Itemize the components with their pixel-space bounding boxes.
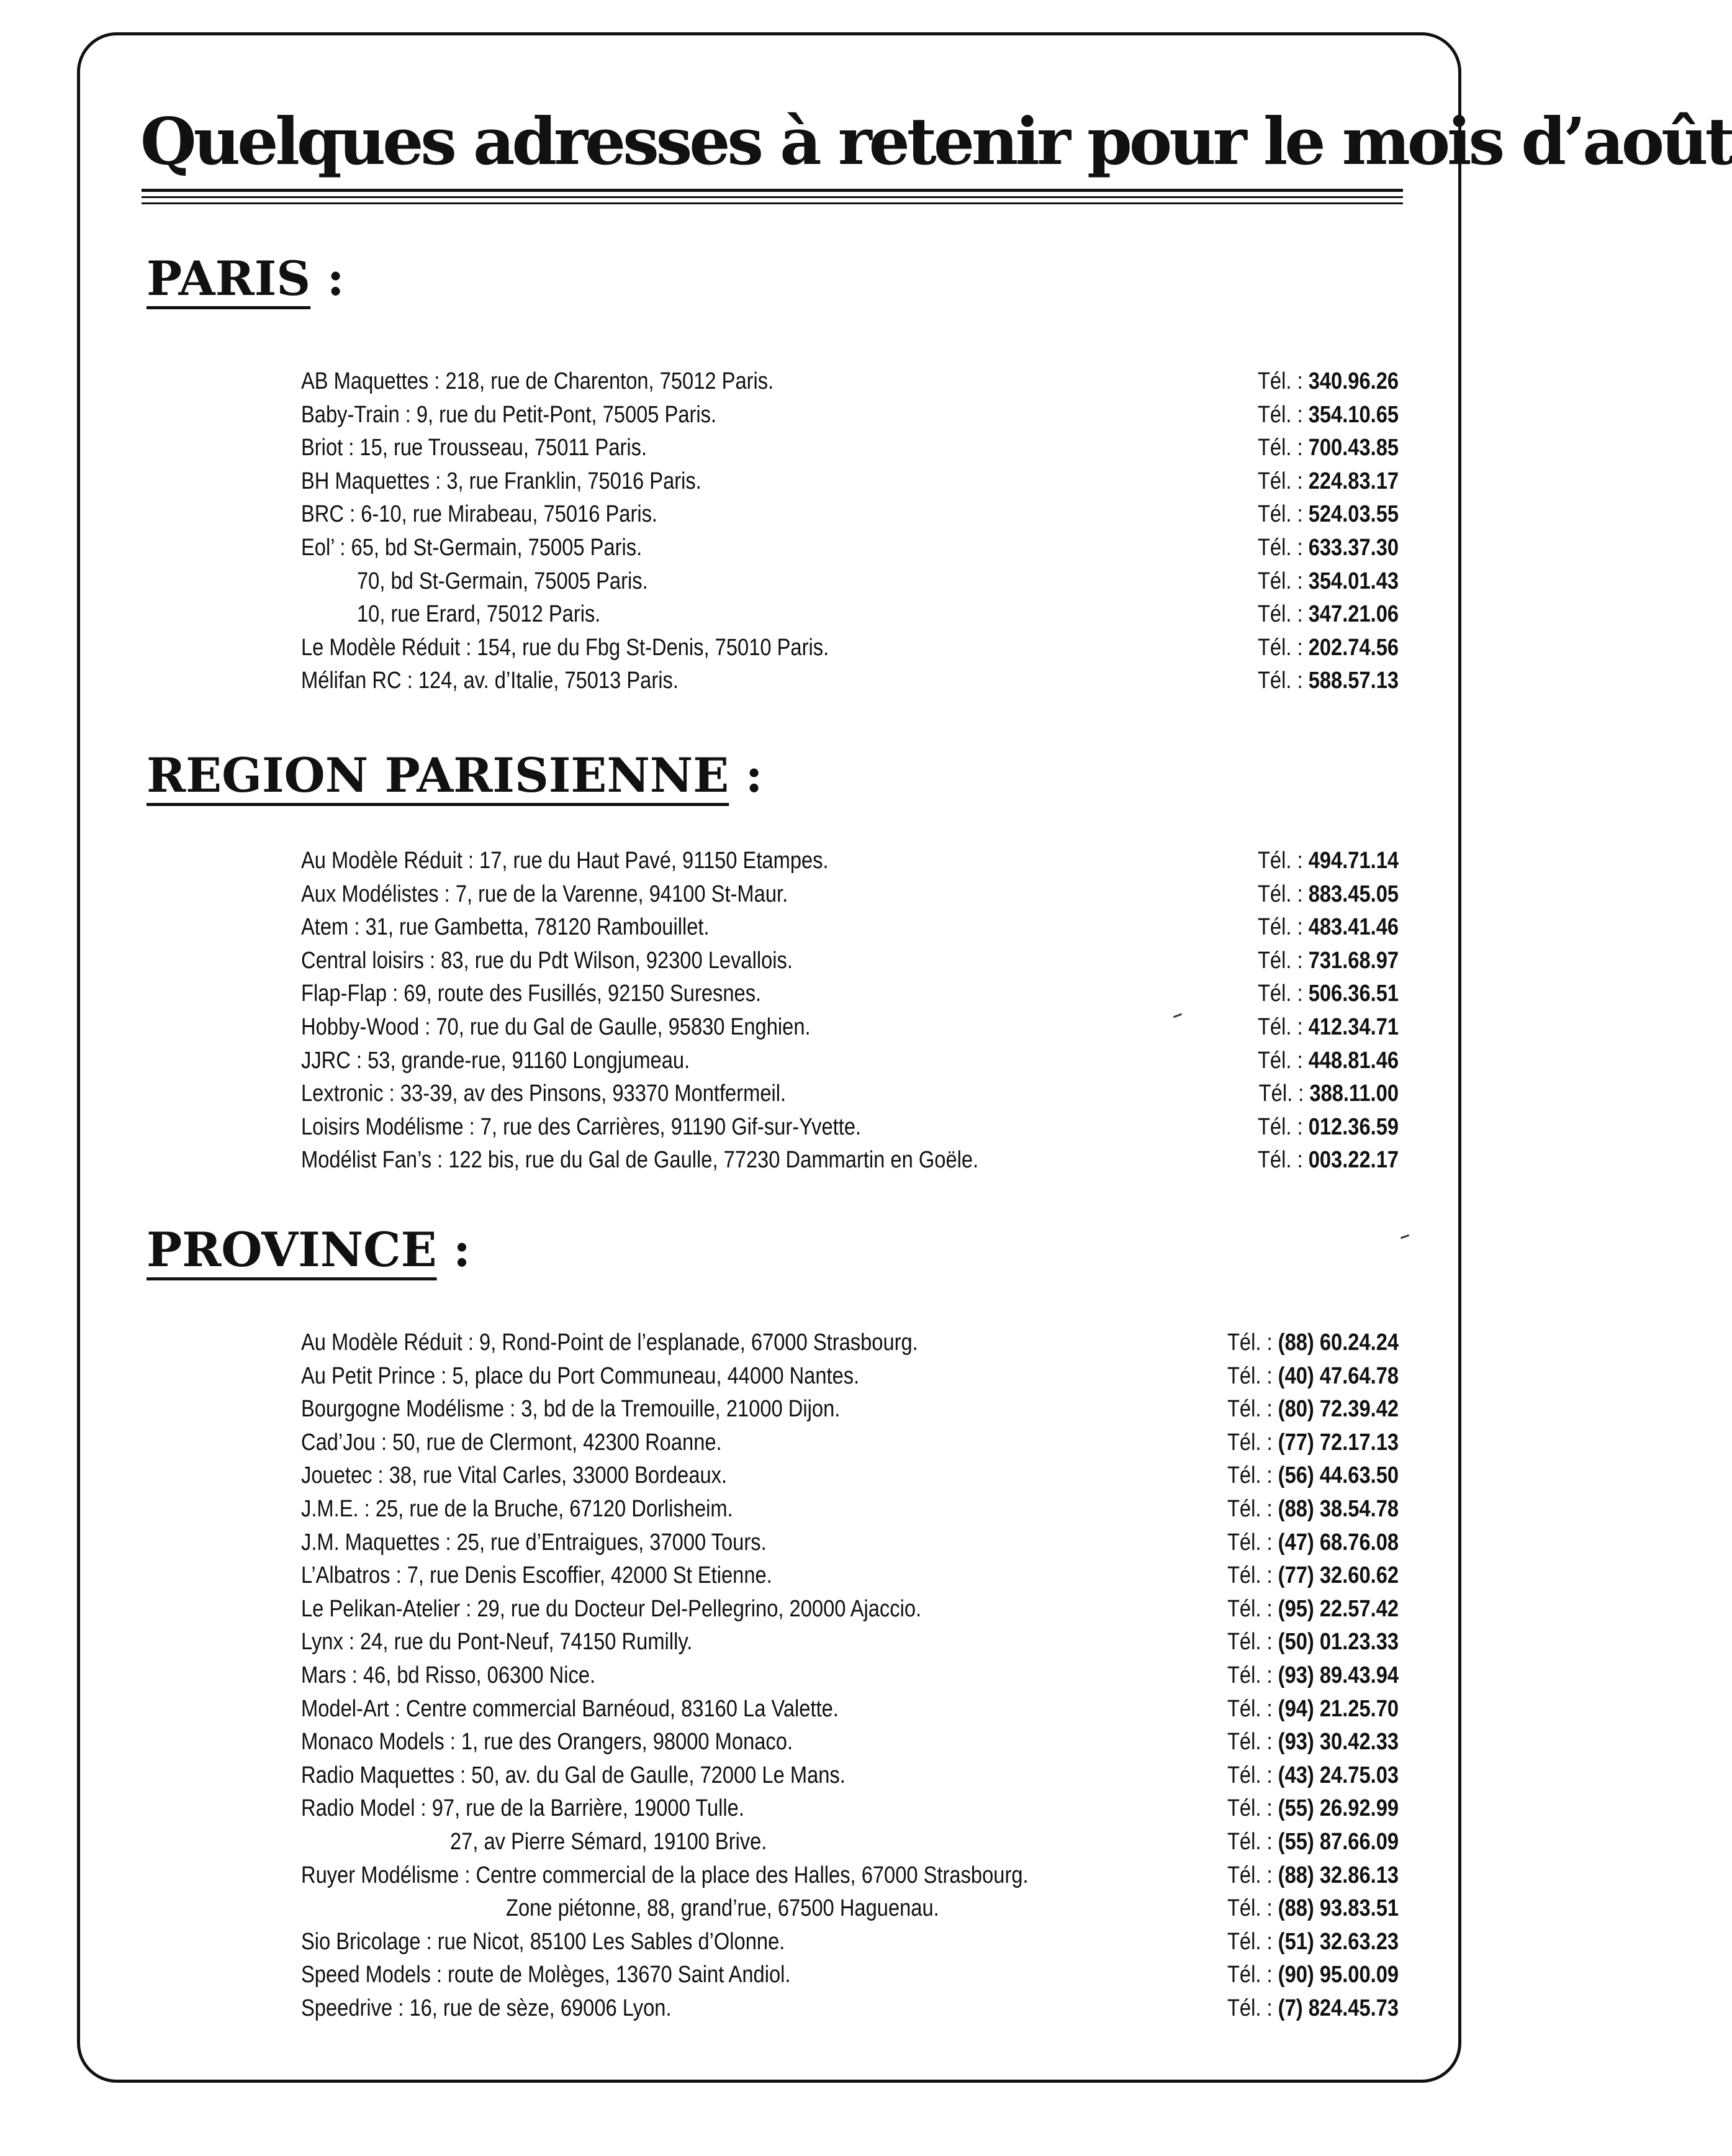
address-entry bbox=[301, 632, 1399, 665]
tel-number: 412.34.71 bbox=[1308, 1013, 1399, 1040]
tel-number: (88) 93.83.51 bbox=[1278, 1895, 1399, 1922]
entry-telephone bbox=[1258, 664, 1399, 698]
tel-label: Tél. : bbox=[1257, 435, 1303, 461]
entry-address: Baby-Train : 9, rue du Petit-Pont, 75005 Paris. bbox=[301, 401, 717, 428]
address-entry bbox=[301, 1326, 1399, 1360]
tel-number: (47) 68.76.08 bbox=[1278, 1529, 1399, 1556]
tel-label: Tél. : bbox=[1257, 601, 1303, 628]
address-entry bbox=[301, 1077, 1399, 1111]
title-rule bbox=[142, 189, 1403, 192]
address-entry bbox=[301, 1926, 1399, 1959]
entry-telephone bbox=[1227, 1593, 1399, 1626]
entry-telephone bbox=[1227, 1826, 1399, 1859]
entry-telephone bbox=[1227, 1493, 1399, 1526]
entry-address: 10, rue Erard, 75012 Paris. bbox=[357, 601, 601, 628]
tel-number: (80) 72.39.42 bbox=[1278, 1396, 1399, 1423]
entry-address: Le Pelikan-Atelier : 29, rue du Docteur Del-Pellegrino, 20000 Ajaccio. bbox=[301, 1595, 922, 1622]
tel-number: 883.45.05 bbox=[1308, 881, 1399, 907]
entry-telephone bbox=[1258, 632, 1399, 665]
tel-label: Tél. : bbox=[1257, 981, 1303, 1007]
address-entry bbox=[301, 498, 1399, 532]
entry-address: Au Modèle Réduit : 9, Rond-Point de l’esplanade, 67000 Strasbourg. bbox=[301, 1329, 918, 1356]
tel-label: Tél. : bbox=[1227, 1396, 1273, 1423]
tel-number: 340.96.26 bbox=[1308, 368, 1399, 394]
tel-label: Tél. : bbox=[1227, 1762, 1273, 1788]
entry-telephone bbox=[1227, 1459, 1399, 1493]
entry-address: Modélist Fan’s : 122 bis, rue du Gal de Gaulle, 77230 Dammartin en Goële. bbox=[301, 1147, 979, 1174]
tel-label: Tél. : bbox=[1257, 368, 1303, 394]
entry-telephone bbox=[1258, 1144, 1399, 1177]
entry-telephone bbox=[1258, 565, 1399, 599]
tel-label: Tél. : bbox=[1257, 914, 1303, 941]
page-title: Quelques adresses à retenir pour le mois d’août bbox=[140, 103, 1732, 179]
section-heading-text: PARIS bbox=[147, 251, 311, 306]
entry-address: Central loisirs : 83, rue du Pdt Wilson, 92300 Levallois. bbox=[301, 947, 793, 974]
section-heading-colon: : bbox=[327, 251, 345, 306]
entry-telephone bbox=[1259, 1077, 1399, 1111]
tel-number: 202.74.56 bbox=[1308, 634, 1399, 661]
entry-telephone bbox=[1227, 1360, 1399, 1393]
tel-label: Tél. : bbox=[1257, 848, 1303, 874]
address-entry bbox=[301, 1493, 1399, 1526]
entry-address: Atem : 31, rue Gambetta, 78120 Rambouillet. bbox=[301, 914, 710, 941]
tel-number: 388.11.00 bbox=[1309, 1080, 1399, 1107]
tel-number: 506.36.51 bbox=[1308, 981, 1399, 1007]
section-heading-province bbox=[147, 1222, 471, 1278]
tel-label: Tél. : bbox=[1227, 1562, 1273, 1589]
entry-address: Mars : 46, bd Risso, 06300 Nice. bbox=[301, 1662, 596, 1688]
tel-label: Tél. : bbox=[1257, 668, 1303, 694]
entry-address: 70, bd St-Germain, 75005 Paris. bbox=[357, 568, 648, 594]
tel-label: Tél. : bbox=[1257, 568, 1303, 594]
tel-number: (93) 30.42.33 bbox=[1278, 1729, 1399, 1755]
address-entry bbox=[301, 565, 1399, 599]
address-entry bbox=[301, 911, 1399, 944]
tel-number: (55) 26.92.99 bbox=[1278, 1795, 1399, 1822]
address-entry bbox=[301, 1726, 1399, 1759]
tel-number: (88) 60.24.24 bbox=[1278, 1329, 1399, 1356]
entry-telephone bbox=[1258, 878, 1399, 912]
entry-telephone bbox=[1227, 1892, 1399, 1926]
section-heading-region-parisienne bbox=[147, 748, 763, 804]
entry-telephone bbox=[1227, 1959, 1399, 1992]
tel-number: (51) 32.63.23 bbox=[1278, 1928, 1399, 1955]
entry-telephone bbox=[1258, 944, 1399, 978]
tel-number: (93) 89.43.94 bbox=[1278, 1662, 1399, 1688]
title-rule bbox=[142, 202, 1403, 204]
entry-address: Flap-Flap : 69, route des Fusillés, 92150 Suresnes. bbox=[301, 981, 762, 1007]
tel-label: Tél. : bbox=[1227, 1629, 1273, 1656]
entry-address: AB Maquettes : 218, rue de Charenton, 75012 Paris. bbox=[301, 368, 774, 394]
entry-address: Au Modèle Réduit : 17, rue du Haut Pavé, 91150 Etampes. bbox=[301, 848, 829, 874]
address-entry bbox=[301, 1559, 1399, 1593]
tel-number: 224.83.17 bbox=[1308, 468, 1399, 494]
title-rule bbox=[142, 196, 1403, 198]
tel-label: Tél. : bbox=[1227, 1662, 1273, 1688]
entry-telephone bbox=[1227, 1726, 1399, 1759]
entry-telephone bbox=[1258, 365, 1399, 399]
tel-number: (77) 72.17.13 bbox=[1278, 1429, 1399, 1456]
entry-telephone bbox=[1227, 1759, 1399, 1793]
address-list-province bbox=[301, 1326, 1399, 2025]
entry-address: J.M. Maquettes : 25, rue d’Entraigues, 37000 Tours. bbox=[301, 1529, 767, 1556]
address-entry bbox=[301, 1011, 1399, 1044]
entry-address: Ruyer Modélisme : Centre commercial de la place des Halles, 67000 Strasbourg. bbox=[301, 1862, 1029, 1888]
address-entry bbox=[301, 1044, 1399, 1078]
address-entry bbox=[301, 878, 1399, 912]
address-entry bbox=[301, 1826, 1399, 1859]
entry-telephone bbox=[1258, 1011, 1399, 1044]
tel-label: Tél. : bbox=[1257, 534, 1303, 561]
address-entry bbox=[301, 532, 1399, 565]
address-entry bbox=[301, 1459, 1399, 1493]
entry-telephone bbox=[1258, 399, 1399, 432]
entry-address: L’Albatros : 7, rue Denis Escoffier, 42000 St Etienne. bbox=[301, 1562, 772, 1589]
entry-address: Model-Art : Centre commercial Barnéoud, 83160 La Valette. bbox=[301, 1695, 839, 1722]
entry-address: Jouetec : 38, rue Vital Carles, 33000 Bordeaux. bbox=[301, 1462, 728, 1489]
entry-telephone bbox=[1227, 1393, 1399, 1426]
tel-label: Tél. : bbox=[1227, 1595, 1273, 1622]
entry-telephone bbox=[1258, 532, 1399, 565]
address-entry bbox=[301, 1992, 1399, 2026]
tel-label: Tél. : bbox=[1257, 634, 1303, 661]
tel-label: Tél. : bbox=[1227, 1928, 1273, 1955]
entry-address: J.M.E. : 25, rue de la Bruche, 67120 Dorlisheim. bbox=[301, 1495, 733, 1522]
entry-telephone bbox=[1258, 465, 1399, 499]
entry-address: Radio Model : 97, rue de la Barrière, 19000 Tulle. bbox=[301, 1795, 744, 1822]
address-entry bbox=[301, 1360, 1399, 1393]
tel-label: Tél. : bbox=[1227, 1995, 1273, 2021]
tel-number: (40) 47.64.78 bbox=[1278, 1362, 1399, 1389]
entry-telephone bbox=[1227, 1992, 1399, 2026]
tel-label: Tél. : bbox=[1257, 401, 1303, 428]
tel-label: Tél. : bbox=[1257, 1113, 1303, 1140]
tel-label: Tél. : bbox=[1227, 1862, 1273, 1888]
tel-label: Tél. : bbox=[1227, 1529, 1273, 1556]
entry-telephone bbox=[1227, 1792, 1399, 1826]
address-entry bbox=[301, 1959, 1399, 1992]
tel-label: Tél. : bbox=[1227, 1329, 1273, 1356]
address-entry bbox=[301, 1111, 1399, 1144]
tel-number: 700.43.85 bbox=[1308, 435, 1399, 461]
address-entry bbox=[301, 944, 1399, 978]
entry-telephone bbox=[1258, 1044, 1399, 1078]
tel-label: Tél. : bbox=[1227, 1729, 1273, 1755]
entry-address: Bourgogne Modélisme : 3, bd de la Tremouille, 21000 Dijon. bbox=[301, 1396, 841, 1423]
address-entry bbox=[301, 1426, 1399, 1460]
entry-address: Briot : 15, rue Trousseau, 75011 Paris. bbox=[301, 435, 647, 461]
section-heading-paris bbox=[147, 251, 345, 307]
address-list-paris bbox=[301, 365, 1399, 698]
tel-number: (43) 24.75.03 bbox=[1278, 1762, 1399, 1788]
tel-number: (88) 38.54.78 bbox=[1278, 1495, 1399, 1522]
entry-address: Sio Bricolage : rue Nicot, 85100 Les Sables d’Olonne. bbox=[301, 1928, 785, 1955]
entry-address: Hobby-Wood : 70, rue du Gal de Gaulle, 95830 Enghien. bbox=[301, 1013, 811, 1040]
entry-telephone bbox=[1227, 1693, 1399, 1726]
entry-address: Cad’Jou : 50, rue de Clermont, 42300 Roanne. bbox=[301, 1429, 722, 1456]
tel-label: Tél. : bbox=[1227, 1828, 1273, 1855]
tel-label: Tél. : bbox=[1227, 1495, 1273, 1522]
entry-telephone bbox=[1227, 1659, 1399, 1693]
tel-label: Tél. : bbox=[1227, 1362, 1273, 1389]
address-entry bbox=[301, 399, 1399, 432]
entry-telephone bbox=[1258, 911, 1399, 944]
entry-address: Speed Models : route de Molèges, 13670 Saint Andiol. bbox=[301, 1962, 791, 1988]
tel-number: 483.41.46 bbox=[1308, 914, 1399, 941]
tel-number: (56) 44.63.50 bbox=[1278, 1462, 1399, 1489]
address-entry bbox=[301, 845, 1399, 878]
address-entry bbox=[301, 1526, 1399, 1560]
entry-address: Lextronic : 33-39, av des Pinsons, 93370 Montfermeil. bbox=[301, 1080, 787, 1107]
entry-address: Mélifan RC : 124, av. d’Italie, 75013 Paris. bbox=[301, 668, 679, 694]
entry-telephone bbox=[1227, 1326, 1399, 1360]
tel-number: 354.01.43 bbox=[1308, 568, 1399, 594]
address-entry bbox=[301, 1593, 1399, 1626]
entry-telephone bbox=[1227, 1559, 1399, 1593]
tel-number: 731.68.97 bbox=[1308, 947, 1399, 974]
entry-telephone bbox=[1258, 598, 1399, 632]
address-entry bbox=[301, 1659, 1399, 1693]
entry-telephone bbox=[1258, 845, 1399, 878]
tel-label: Tél. : bbox=[1227, 1695, 1273, 1722]
entry-address: Le Modèle Réduit : 154, rue du Fbg St-Denis, 75010 Paris. bbox=[301, 634, 829, 661]
address-entry bbox=[301, 1393, 1399, 1426]
entry-address: BRC : 6-10, rue Mirabeau, 75016 Paris. bbox=[301, 501, 658, 528]
address-entry bbox=[301, 1693, 1399, 1726]
entry-telephone bbox=[1227, 1859, 1399, 1893]
section-heading-colon: : bbox=[453, 1222, 471, 1277]
tel-label: Tél. : bbox=[1257, 1013, 1303, 1040]
address-entry bbox=[301, 977, 1399, 1011]
entry-address: Loisirs Modélisme : 7, rue des Carrières, 91190 Gif-sur-Yvette. bbox=[301, 1113, 862, 1140]
entry-address: 27, av Pierre Sémard, 19100 Brive. bbox=[450, 1828, 767, 1855]
tel-label: Tél. : bbox=[1227, 1462, 1273, 1489]
tel-label: Tél. : bbox=[1257, 468, 1303, 494]
entry-address: Lynx : 24, rue du Pont-Neuf, 74150 Rumilly. bbox=[301, 1629, 693, 1656]
address-entry bbox=[301, 1144, 1399, 1177]
address-entry bbox=[301, 365, 1399, 399]
tel-number: (77) 32.60.62 bbox=[1278, 1562, 1399, 1589]
tel-number: 003.22.17 bbox=[1308, 1147, 1399, 1174]
address-entry bbox=[301, 1792, 1399, 1826]
entry-telephone bbox=[1258, 977, 1399, 1011]
entry-address: Au Petit Prince : 5, place du Port Communeau, 44000 Nantes. bbox=[301, 1362, 860, 1389]
tel-label: Tél. : bbox=[1257, 1147, 1303, 1174]
tel-label: Tél. : bbox=[1257, 1047, 1303, 1074]
tel-label: Tél. : bbox=[1257, 501, 1303, 528]
tel-label: Tél. : bbox=[1227, 1429, 1273, 1456]
tel-number: (7) 824.45.73 bbox=[1278, 1995, 1399, 2021]
section-heading-text: REGION PARISIENNE bbox=[147, 748, 729, 803]
entry-address: Radio Maquettes : 50, av. du Gal de Gaulle, 72000 Le Mans. bbox=[301, 1762, 846, 1788]
tel-number: 448.81.46 bbox=[1308, 1047, 1399, 1074]
tel-number: 633.37.30 bbox=[1308, 534, 1399, 561]
entry-address: Eol’ : 65, bd St-Germain, 75005 Paris. bbox=[301, 534, 643, 561]
section-heading-text: PROVINCE bbox=[147, 1222, 437, 1277]
tel-number: (90) 95.00.09 bbox=[1278, 1962, 1399, 1988]
tel-number: 588.57.13 bbox=[1308, 668, 1399, 694]
tel-number: (50) 01.23.33 bbox=[1278, 1629, 1399, 1656]
address-entry bbox=[301, 1859, 1399, 1893]
section-heading-colon: : bbox=[745, 748, 763, 803]
tel-label: Tél. : bbox=[1258, 1080, 1304, 1107]
address-entry bbox=[301, 1626, 1399, 1659]
address-entry bbox=[301, 432, 1399, 465]
tel-label: Tél. : bbox=[1227, 1895, 1273, 1922]
entry-address: Monaco Models : 1, rue des Orangers, 98000 Monaco. bbox=[301, 1729, 793, 1755]
entry-telephone bbox=[1258, 432, 1399, 465]
entry-telephone bbox=[1258, 498, 1399, 532]
tel-number: (95) 22.57.42 bbox=[1278, 1595, 1399, 1622]
entry-address: Speedrive : 16, rue de sèze, 69006 Lyon. bbox=[301, 1995, 672, 2021]
tel-label: Tél. : bbox=[1227, 1795, 1273, 1822]
tel-number: 524.03.55 bbox=[1308, 501, 1399, 528]
tel-label: Tél. : bbox=[1227, 1962, 1273, 1988]
entry-telephone bbox=[1227, 1626, 1399, 1659]
tel-number: (94) 21.25.70 bbox=[1278, 1695, 1399, 1722]
tel-label: Tél. : bbox=[1257, 947, 1303, 974]
entry-telephone bbox=[1227, 1426, 1399, 1460]
address-entry bbox=[301, 1759, 1399, 1793]
tel-number: (88) 32.86.13 bbox=[1278, 1862, 1399, 1888]
entry-telephone bbox=[1227, 1526, 1399, 1560]
entry-address: Aux Modélistes : 7, rue de la Varenne, 94100 St-Maur. bbox=[301, 881, 788, 907]
entry-address: Zone piétonne, 88, grand’rue, 67500 Haguenau. bbox=[506, 1895, 939, 1922]
tel-number: 012.36.59 bbox=[1308, 1113, 1399, 1140]
tel-number: 354.10.65 bbox=[1308, 401, 1399, 428]
tel-number: 494.71.14 bbox=[1308, 848, 1399, 874]
tel-number: 347.21.06 bbox=[1308, 601, 1399, 628]
tel-label: Tél. : bbox=[1257, 881, 1303, 907]
entry-address: JJRC : 53, grande-rue, 91160 Longjumeau. bbox=[301, 1047, 690, 1074]
address-entry bbox=[301, 1892, 1399, 1926]
address-entry bbox=[301, 664, 1399, 698]
address-entry bbox=[301, 465, 1399, 499]
entry-telephone bbox=[1258, 1111, 1399, 1144]
address-entry bbox=[301, 598, 1399, 632]
tel-number: (55) 87.66.09 bbox=[1278, 1828, 1399, 1855]
entry-address: BH Maquettes : 3, rue Franklin, 75016 Paris. bbox=[301, 468, 701, 494]
address-list-region-parisienne bbox=[301, 845, 1399, 1177]
entry-telephone bbox=[1227, 1926, 1399, 1959]
